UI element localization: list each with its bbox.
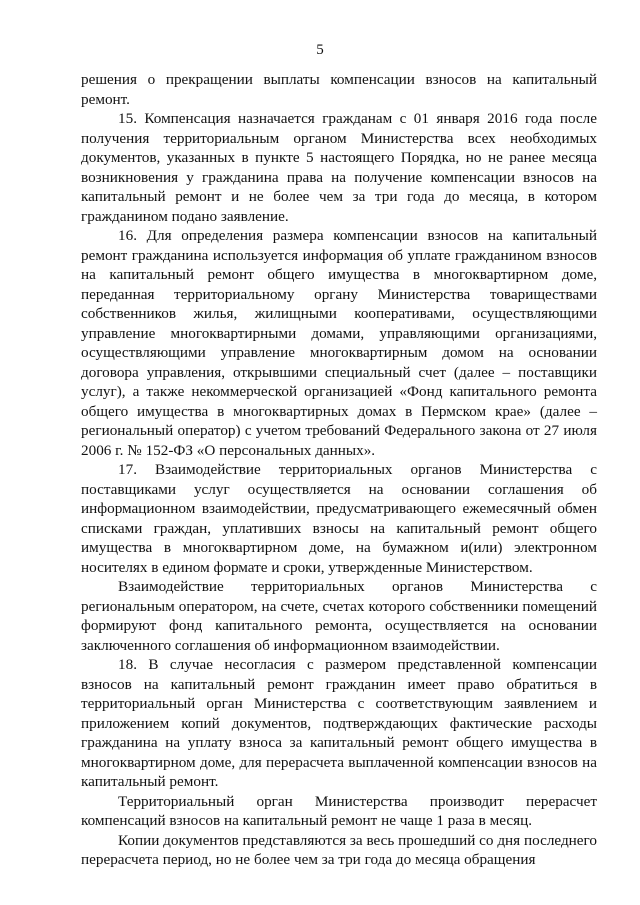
paragraph-17: 17. Взаимодействие территориальных органов Министерства с поставщиками услуг осуществляется на основании соглашения об информационном взаимодействии, предусматривающего ежемесячный обмен списками граждан, уплативших взносы на капитальный ремонт общего имущества в многоквартирном доме, на бумажном и(или) электронном носителях в едином формате и сроки, утвержденные Министерством. [81,461,597,576]
paragraph-18: 18. В случае несогласия с размером представленной компенсации взносов на капитальный ремонт гражданин имеет право обратиться в территориальный орган Министерства с соответствующим заявлением и приложением копий документов, подтверждающих фактические расходы гражданина на уплату взноса за капитальный ремонт общего имущества в многоквартирном доме, для перерасчета выплаченной компенсации взносов на капитальный ремонт. [81,656,597,790]
paragraph-17-regional-operator: Взаимодействие территориальных органов Министерства с региональным оператором, на счете, счетах которого собственники помещений формируют фонд капитального ремонта, осуществляется на основании заключенного соглашения об информационном взаимодействии. [81,578,597,654]
paragraph-continuation: решения о прекращении выплаты компенсации взносов на капитальный ремонт. [81,71,597,108]
paragraph-16: 16. Для определения размера компенсации взносов на капитальный ремонт гражданина используется информация об уплате гражданином взносов на капитальный ремонт общего имущества в многоквартирном доме, переданная территориальному органу Министерства товариществами собственников жилья, жилищными кооперативами, осуществляющими управление многоквартирными домами, управляющими организациями, осуществляющими управление многоквартирным домом на основании договора управления, открывшими специальный счет (далее – поставщики услуг), а также некоммерческой организацией «Фонд капитального ремонта общего имущества в многоквартирных домах в Пермском крае» (далее – региональный оператор) с учетом требований Федерального закона от 27 июля 2006 г. № 152-ФЗ «О персональных данных». [81,227,597,459]
paragraph-18-recalculation: Территориальный орган Министерства производит перерасчет компенсаций взносов на капитальный ремонт не чаще 1 раза в месяц. [81,792,597,829]
paragraph-18-copies: Копии документов представляются за весь прошедший со дня последнего перерасчета период, но не более чем за три года до месяца обращения [81,831,597,868]
document-body [81,70,597,870]
page-number: 5 [316,42,324,58]
paragraph-15: 15. Компенсация назначается гражданам с 01 января 2016 года после получения территориальным органом Министерства всех необходимых документов, указанных в пункте 5 настоящего Порядка, но не ранее месяца возникновения у гражданина права на получение компенсации взносов на капитальный ремонт и не более чем за три года до месяца, в котором гражданином подано заявление. [81,110,597,225]
